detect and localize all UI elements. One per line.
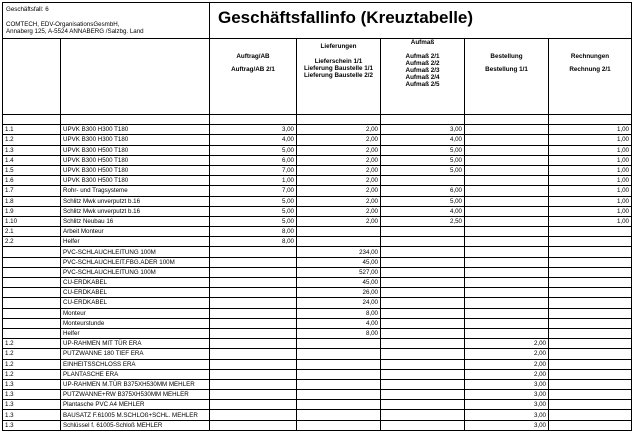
row-aufmass bbox=[381, 288, 465, 298]
header-aufmass-sub4: Aufmaß 2/4 bbox=[405, 74, 440, 81]
table-row bbox=[3, 125, 632, 135]
row-description: CU-ERDKABEL bbox=[61, 298, 210, 308]
document-page bbox=[2, 2, 631, 429]
cross-table bbox=[2, 39, 632, 431]
row-description: Schlitz Mwk unverputzt b.16 bbox=[61, 196, 210, 206]
row-bestellung bbox=[465, 196, 549, 206]
row-rechnungen: 1,00 bbox=[549, 176, 632, 186]
row-lieferungen: 4,00 bbox=[297, 318, 381, 328]
row-rechnungen: 1,00 bbox=[549, 216, 632, 226]
row-pos bbox=[3, 278, 61, 288]
row-lieferungen: 45,00 bbox=[297, 257, 381, 267]
row-rechnungen bbox=[549, 328, 632, 338]
table-row bbox=[3, 155, 632, 165]
row-rechnungen bbox=[549, 298, 632, 308]
row-aufmass bbox=[381, 247, 465, 257]
row-auftrag bbox=[210, 359, 297, 369]
header-auftrag bbox=[210, 39, 297, 115]
header-lieferungen-sub3: Lieferung Baustelle 2/2 bbox=[304, 72, 373, 79]
row-aufmass bbox=[381, 349, 465, 359]
header-auftrag-sub: Auftrag/AB 2/1 bbox=[231, 66, 275, 73]
row-bestellung bbox=[465, 278, 549, 288]
row-pos: 2.2 bbox=[3, 237, 61, 247]
row-description: PLANTASCHE ERA bbox=[61, 369, 210, 379]
row-lieferungen: 2,00 bbox=[297, 176, 381, 186]
row-bestellung bbox=[465, 257, 549, 267]
row-description: PVC-SCHLAUCHLEITUNG 100M bbox=[61, 247, 210, 257]
row-auftrag: 4,00 bbox=[210, 135, 297, 145]
row-lieferungen: 2,00 bbox=[297, 155, 381, 165]
header-pos bbox=[3, 39, 61, 115]
row-pos: 1.8 bbox=[3, 196, 61, 206]
row-auftrag: 8,00 bbox=[210, 237, 297, 247]
row-bestellung bbox=[465, 267, 549, 277]
row-rechnungen bbox=[549, 349, 632, 359]
row-lieferungen: 45,00 bbox=[297, 278, 381, 288]
table-row bbox=[3, 206, 632, 216]
table-row bbox=[3, 267, 632, 277]
row-rechnungen bbox=[549, 278, 632, 288]
row-description: Schlitz Neubau 16 bbox=[61, 216, 210, 226]
row-description: UPVK B300 H300 T180 bbox=[61, 125, 210, 135]
row-description: Helfer bbox=[61, 237, 210, 247]
row-description: Schlitz Mwk unverputzt b.16 bbox=[61, 206, 210, 216]
row-auftrag bbox=[210, 379, 297, 389]
row-aufmass bbox=[381, 176, 465, 186]
page-title: Geschäftsfallinfo (Kreuztabelle) bbox=[210, 3, 632, 39]
row-lieferungen: 8,00 bbox=[297, 308, 381, 318]
row-description: PUTZWANNE+RW B375XH530MM MEHLER bbox=[61, 390, 210, 400]
row-aufmass bbox=[381, 410, 465, 420]
row-description: Arbeit Monteur bbox=[61, 227, 210, 237]
row-pos: 1.1 bbox=[3, 125, 61, 135]
row-bestellung: 2,00 bbox=[465, 369, 549, 379]
row-auftrag: 5,00 bbox=[210, 206, 297, 216]
table-row bbox=[3, 359, 632, 369]
row-aufmass: 5,00 bbox=[381, 155, 465, 165]
row-rechnungen bbox=[549, 420, 632, 430]
table-row bbox=[3, 379, 632, 389]
row-aufmass bbox=[381, 369, 465, 379]
row-aufmass: 5,00 bbox=[381, 145, 465, 155]
header-rechnungen bbox=[549, 39, 632, 115]
row-rechnungen bbox=[549, 410, 632, 420]
row-aufmass: 4,00 bbox=[381, 206, 465, 216]
row-description: Helfer bbox=[61, 328, 210, 338]
table-row bbox=[3, 186, 632, 196]
row-rechnungen: 1,00 bbox=[549, 145, 632, 155]
row-lieferungen bbox=[297, 359, 381, 369]
row-rechnungen: 1,00 bbox=[549, 196, 632, 206]
row-pos: 1.4 bbox=[3, 155, 61, 165]
header-bestellung bbox=[465, 39, 549, 115]
document-header bbox=[2, 2, 632, 39]
column-header-row bbox=[3, 39, 632, 115]
table-row bbox=[3, 298, 632, 308]
row-rechnungen bbox=[549, 288, 632, 298]
row-pos: 1.3 bbox=[3, 390, 61, 400]
row-auftrag: 5,00 bbox=[210, 216, 297, 226]
table-row bbox=[3, 165, 632, 175]
row-description: Monteurstunde bbox=[61, 318, 210, 328]
row-pos: 1.3 bbox=[3, 379, 61, 389]
row-description: BAUSATZ F.61005 M.SCHLOß+SCHL. MEHLER bbox=[61, 410, 210, 420]
row-aufmass bbox=[381, 379, 465, 389]
row-auftrag bbox=[210, 298, 297, 308]
row-pos: 1.6 bbox=[3, 176, 61, 186]
row-pos: 1.3 bbox=[3, 400, 61, 410]
row-auftrag: 6,00 bbox=[210, 155, 297, 165]
row-pos bbox=[3, 257, 61, 267]
table-row bbox=[3, 328, 632, 338]
row-aufmass: 5,00 bbox=[381, 165, 465, 175]
row-lieferungen: 527,00 bbox=[297, 267, 381, 277]
table-row bbox=[3, 227, 632, 237]
row-auftrag bbox=[210, 390, 297, 400]
row-pos: 1.2 bbox=[3, 339, 61, 349]
row-rechnungen bbox=[549, 339, 632, 349]
row-description: PVC-SCHLAUCHLEITUNG 100M bbox=[61, 267, 210, 277]
row-auftrag bbox=[210, 400, 297, 410]
header-rechnungen-sub: Rechnung 2/1 bbox=[569, 66, 611, 73]
row-lieferungen: 2,00 bbox=[297, 125, 381, 135]
row-auftrag bbox=[210, 339, 297, 349]
row-bestellung bbox=[465, 186, 549, 196]
row-lieferungen bbox=[297, 339, 381, 349]
row-bestellung bbox=[465, 237, 549, 247]
company-block bbox=[3, 3, 210, 39]
table-row bbox=[3, 349, 632, 359]
row-bestellung bbox=[465, 288, 549, 298]
row-bestellung bbox=[465, 247, 549, 257]
table-row bbox=[3, 145, 632, 155]
row-pos bbox=[3, 288, 61, 298]
row-bestellung bbox=[465, 176, 549, 186]
row-lieferungen: 234,00 bbox=[297, 247, 381, 257]
row-pos: 1.2 bbox=[3, 359, 61, 369]
row-aufmass bbox=[381, 339, 465, 349]
row-auftrag bbox=[210, 369, 297, 379]
row-aufmass bbox=[381, 308, 465, 318]
row-rechnungen bbox=[549, 390, 632, 400]
row-bestellung: 3,00 bbox=[465, 420, 549, 430]
row-lieferungen bbox=[297, 227, 381, 237]
row-auftrag bbox=[210, 257, 297, 267]
row-lieferungen bbox=[297, 420, 381, 430]
row-pos: 1.7 bbox=[3, 186, 61, 196]
row-aufmass bbox=[381, 318, 465, 328]
row-bestellung bbox=[465, 135, 549, 145]
row-aufmass: 5,00 bbox=[381, 196, 465, 206]
row-description: Schlüssel f. 61005-Schloß MEHLER bbox=[61, 420, 210, 430]
row-lieferungen: 2,00 bbox=[297, 165, 381, 175]
table-row bbox=[3, 369, 632, 379]
case-label: Geschäftsfall: 6 bbox=[6, 6, 49, 13]
row-aufmass bbox=[381, 298, 465, 308]
row-pos bbox=[3, 298, 61, 308]
header-aufmass-title: Aufmaß bbox=[410, 39, 435, 46]
row-aufmass bbox=[381, 420, 465, 430]
row-description: UPVK B300 H500 T180 bbox=[61, 165, 210, 175]
row-description: UPVK B300 H500 T180 bbox=[61, 155, 210, 165]
row-lieferungen: 2,00 bbox=[297, 145, 381, 155]
row-aufmass bbox=[381, 359, 465, 369]
header-rechnungen-title: Rechnungen bbox=[570, 53, 610, 60]
row-auftrag bbox=[210, 267, 297, 277]
row-rechnungen bbox=[549, 247, 632, 257]
row-auftrag: 7,00 bbox=[210, 165, 297, 175]
row-bestellung: 3,00 bbox=[465, 400, 549, 410]
company-address: Annaberg 125, A-5524 ANNABERG /Salzbg. Land bbox=[6, 28, 144, 36]
row-bestellung bbox=[465, 216, 549, 226]
row-lieferungen bbox=[297, 400, 381, 410]
row-auftrag: 1,00 bbox=[210, 176, 297, 186]
row-bestellung: 2,00 bbox=[465, 349, 549, 359]
header-aufmass bbox=[381, 39, 465, 115]
row-lieferungen bbox=[297, 237, 381, 247]
table-row bbox=[3, 278, 632, 288]
table-row bbox=[3, 257, 632, 267]
row-bestellung bbox=[465, 165, 549, 175]
row-lieferungen: 24,00 bbox=[297, 298, 381, 308]
row-bestellung bbox=[465, 125, 549, 135]
table-row bbox=[3, 400, 632, 410]
row-lieferungen: 2,00 bbox=[297, 135, 381, 145]
row-description: UPVK B300 H300 T180 bbox=[61, 135, 210, 145]
row-rechnungen bbox=[549, 400, 632, 410]
row-description: CU-ERDKABEL bbox=[61, 278, 210, 288]
header-bestellung-sub: Bestellung 1/1 bbox=[485, 66, 528, 73]
row-aufmass bbox=[381, 390, 465, 400]
row-rechnungen: 1,00 bbox=[549, 155, 632, 165]
table-row bbox=[3, 216, 632, 226]
row-pos bbox=[3, 318, 61, 328]
table-row bbox=[3, 176, 632, 186]
row-lieferungen bbox=[297, 349, 381, 359]
row-description: UPVK B300 H500 T180 bbox=[61, 176, 210, 186]
row-auftrag bbox=[210, 318, 297, 328]
row-rechnungen: 1,00 bbox=[549, 206, 632, 216]
company-name: COMTECH, EDV-OrganisationsGesmbH, bbox=[6, 21, 120, 29]
row-aufmass bbox=[381, 328, 465, 338]
table-body bbox=[3, 125, 632, 431]
row-aufmass: 3,00 bbox=[381, 125, 465, 135]
row-lieferungen: 26,00 bbox=[297, 288, 381, 298]
row-auftrag: 8,00 bbox=[210, 227, 297, 237]
row-lieferungen bbox=[297, 379, 381, 389]
row-rechnungen bbox=[549, 227, 632, 237]
row-rechnungen bbox=[549, 237, 632, 247]
spacer-row bbox=[3, 115, 632, 125]
row-bestellung bbox=[465, 318, 549, 328]
row-auftrag bbox=[210, 247, 297, 257]
row-bestellung bbox=[465, 227, 549, 237]
header-lieferungen bbox=[297, 39, 381, 115]
row-description: PUTZWANNE 180 TIEF ERA bbox=[61, 349, 210, 359]
header-bestellung-title: Bestellung bbox=[490, 53, 523, 60]
row-lieferungen: 2,00 bbox=[297, 186, 381, 196]
row-auftrag bbox=[210, 420, 297, 430]
header-lieferungen-sub1: Lieferschein 1/1 bbox=[314, 58, 363, 65]
row-lieferungen: 2,00 bbox=[297, 206, 381, 216]
row-auftrag bbox=[210, 349, 297, 359]
row-pos: 1.3 bbox=[3, 420, 61, 430]
table-row bbox=[3, 247, 632, 257]
row-auftrag: 5,00 bbox=[210, 196, 297, 206]
row-description: CU-ERDKABEL bbox=[61, 288, 210, 298]
table-row bbox=[3, 339, 632, 349]
row-pos bbox=[3, 267, 61, 277]
row-aufmass bbox=[381, 227, 465, 237]
row-rechnungen bbox=[549, 267, 632, 277]
table-row bbox=[3, 308, 632, 318]
row-rechnungen bbox=[549, 379, 632, 389]
row-bestellung: 3,00 bbox=[465, 379, 549, 389]
row-pos: 1.10 bbox=[3, 216, 61, 226]
header-auftrag-title: Auftrag/AB bbox=[236, 53, 270, 60]
row-lieferungen: 2,00 bbox=[297, 216, 381, 226]
row-bestellung: 2,00 bbox=[465, 339, 549, 349]
row-bestellung bbox=[465, 206, 549, 216]
row-rechnungen bbox=[549, 257, 632, 267]
row-auftrag: 5,00 bbox=[210, 145, 297, 155]
row-auftrag bbox=[210, 278, 297, 288]
row-bestellung bbox=[465, 298, 549, 308]
row-pos bbox=[3, 308, 61, 318]
row-aufmass bbox=[381, 267, 465, 277]
row-bestellung bbox=[465, 145, 549, 155]
row-auftrag: 7,00 bbox=[210, 186, 297, 196]
table-row bbox=[3, 420, 632, 430]
row-auftrag bbox=[210, 288, 297, 298]
row-lieferungen bbox=[297, 390, 381, 400]
row-aufmass: 2,50 bbox=[381, 216, 465, 226]
row-rechnungen bbox=[549, 359, 632, 369]
row-pos: 2.1 bbox=[3, 227, 61, 237]
row-pos: 1.3 bbox=[3, 145, 61, 155]
table-row bbox=[3, 288, 632, 298]
row-aufmass bbox=[381, 278, 465, 288]
row-bestellung bbox=[465, 328, 549, 338]
header-aufmass-sub2: Aufmaß 2/2 bbox=[405, 60, 440, 67]
row-pos: 1.5 bbox=[3, 165, 61, 175]
row-pos bbox=[3, 247, 61, 257]
row-aufmass: 6,00 bbox=[381, 186, 465, 196]
row-description: Plantasche PVC A4 MEHLER bbox=[61, 400, 210, 410]
row-description: UPVK B300 H500 T180 bbox=[61, 145, 210, 155]
header-aufmass-sub5: Aufmaß 2/5 bbox=[405, 81, 440, 88]
row-rechnungen bbox=[549, 369, 632, 379]
row-pos: 1.2 bbox=[3, 349, 61, 359]
row-bestellung: 3,00 bbox=[465, 410, 549, 420]
row-pos: 1.9 bbox=[3, 206, 61, 216]
table-row bbox=[3, 237, 632, 247]
header-aufmass-sub1: Aufmaß 2/1 bbox=[405, 53, 440, 60]
row-pos: 1.3 bbox=[3, 410, 61, 420]
row-auftrag: 3,00 bbox=[210, 125, 297, 135]
row-rechnungen: 1,00 bbox=[549, 186, 632, 196]
row-bestellung: 3,00 bbox=[465, 390, 549, 400]
header-description bbox=[61, 39, 210, 115]
table-row bbox=[3, 390, 632, 400]
row-description: PVC-SCHLAUCHLEIT.FBG.ADER 100M bbox=[61, 257, 210, 267]
row-lieferungen bbox=[297, 369, 381, 379]
row-lieferungen: 8,00 bbox=[297, 328, 381, 338]
header-aufmass-sub3: Aufmaß 2/3 bbox=[405, 67, 440, 74]
row-pos: 1.2 bbox=[3, 369, 61, 379]
row-bestellung bbox=[465, 155, 549, 165]
row-description: EINHEITSSCHLOSS ERA bbox=[61, 359, 210, 369]
header-lieferungen-title: Lieferungen bbox=[320, 43, 357, 50]
table-row bbox=[3, 196, 632, 206]
row-aufmass bbox=[381, 257, 465, 267]
row-lieferungen bbox=[297, 410, 381, 420]
row-aufmass bbox=[381, 237, 465, 247]
row-auftrag bbox=[210, 410, 297, 420]
row-auftrag bbox=[210, 328, 297, 338]
row-rechnungen bbox=[549, 318, 632, 328]
row-description: UP-RAHMEN M.TÜR B375XH530MM MEHLER bbox=[61, 379, 210, 389]
row-pos bbox=[3, 328, 61, 338]
row-description: Monteur bbox=[61, 308, 210, 318]
row-rechnungen: 1,00 bbox=[549, 125, 632, 135]
row-bestellung: 2,00 bbox=[465, 359, 549, 369]
row-aufmass bbox=[381, 400, 465, 410]
table-row bbox=[3, 318, 632, 328]
header-lieferungen-sub2: Lieferung Baustelle 1/1 bbox=[304, 65, 373, 72]
row-aufmass: 4,00 bbox=[381, 135, 465, 145]
table-row bbox=[3, 135, 632, 145]
row-auftrag bbox=[210, 308, 297, 318]
row-pos: 1.2 bbox=[3, 135, 61, 145]
row-rechnungen: 1,00 bbox=[549, 165, 632, 175]
row-rechnungen: 1,00 bbox=[549, 135, 632, 145]
row-description: UP-RAHMEN MIT TÜR ERA bbox=[61, 339, 210, 349]
row-description: Rohr- und Tragsysteme bbox=[61, 186, 210, 196]
table-row bbox=[3, 410, 632, 420]
row-rechnungen bbox=[549, 308, 632, 318]
row-bestellung bbox=[465, 308, 549, 318]
row-lieferungen: 2,00 bbox=[297, 196, 381, 206]
